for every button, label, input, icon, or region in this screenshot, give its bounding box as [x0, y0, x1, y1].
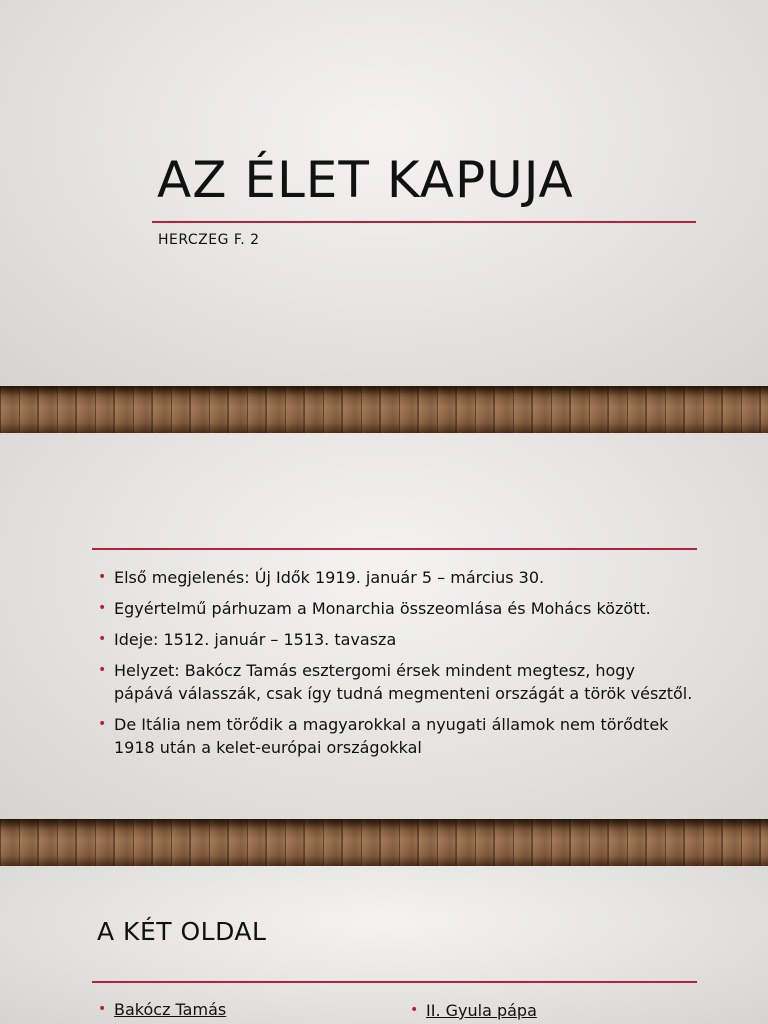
- list-item: • Ideje: 1512. január – 1513. tavasza: [96, 628, 696, 651]
- list-item: • Első megjelenés: Új Idők 1919. január 5 – március 30.: [96, 566, 696, 589]
- ii-gyula-papa-link[interactable]: II. Gyula pápa: [426, 1001, 537, 1020]
- list-item: • Helyzet: Bakócz Tamás esztergomi érsek mindent megtesz, hogy pápává válasszák, csak így tudná megmenteni országát a török vésztől.: [96, 659, 696, 705]
- list-item: [408, 999, 698, 1022]
- wood-floor-divider: [0, 386, 768, 433]
- title-divider: [92, 981, 697, 983]
- slide-3: [0, 866, 768, 1024]
- title-divider: [92, 548, 697, 550]
- list-item: [96, 998, 386, 1021]
- slide-subtitle: HERCZEG F. 2: [158, 232, 260, 248]
- slide-1: [0, 0, 768, 386]
- right-column-list: [408, 999, 698, 1024]
- left-column-list: [96, 998, 386, 1024]
- list-item: • De Itália nem törődik a magyarokkal a nyugati államok nem törődtek 1918 után a kelet-európai országokkal: [96, 713, 696, 759]
- slide-2: [0, 433, 768, 819]
- title-divider: [152, 221, 696, 223]
- list-item: • Egyértelmű párhuzam a Monarchia összeomlása és Mohács között.: [96, 597, 696, 620]
- bullet-list: [96, 566, 696, 767]
- slide-title: AZ ÉLET KAPUJA: [157, 151, 574, 209]
- slide-title: A KÉT OLDAL: [97, 917, 267, 946]
- wood-floor-divider: [0, 819, 768, 866]
- bakocz-tamas-link[interactable]: Bakócz Tamás: [114, 1000, 227, 1019]
